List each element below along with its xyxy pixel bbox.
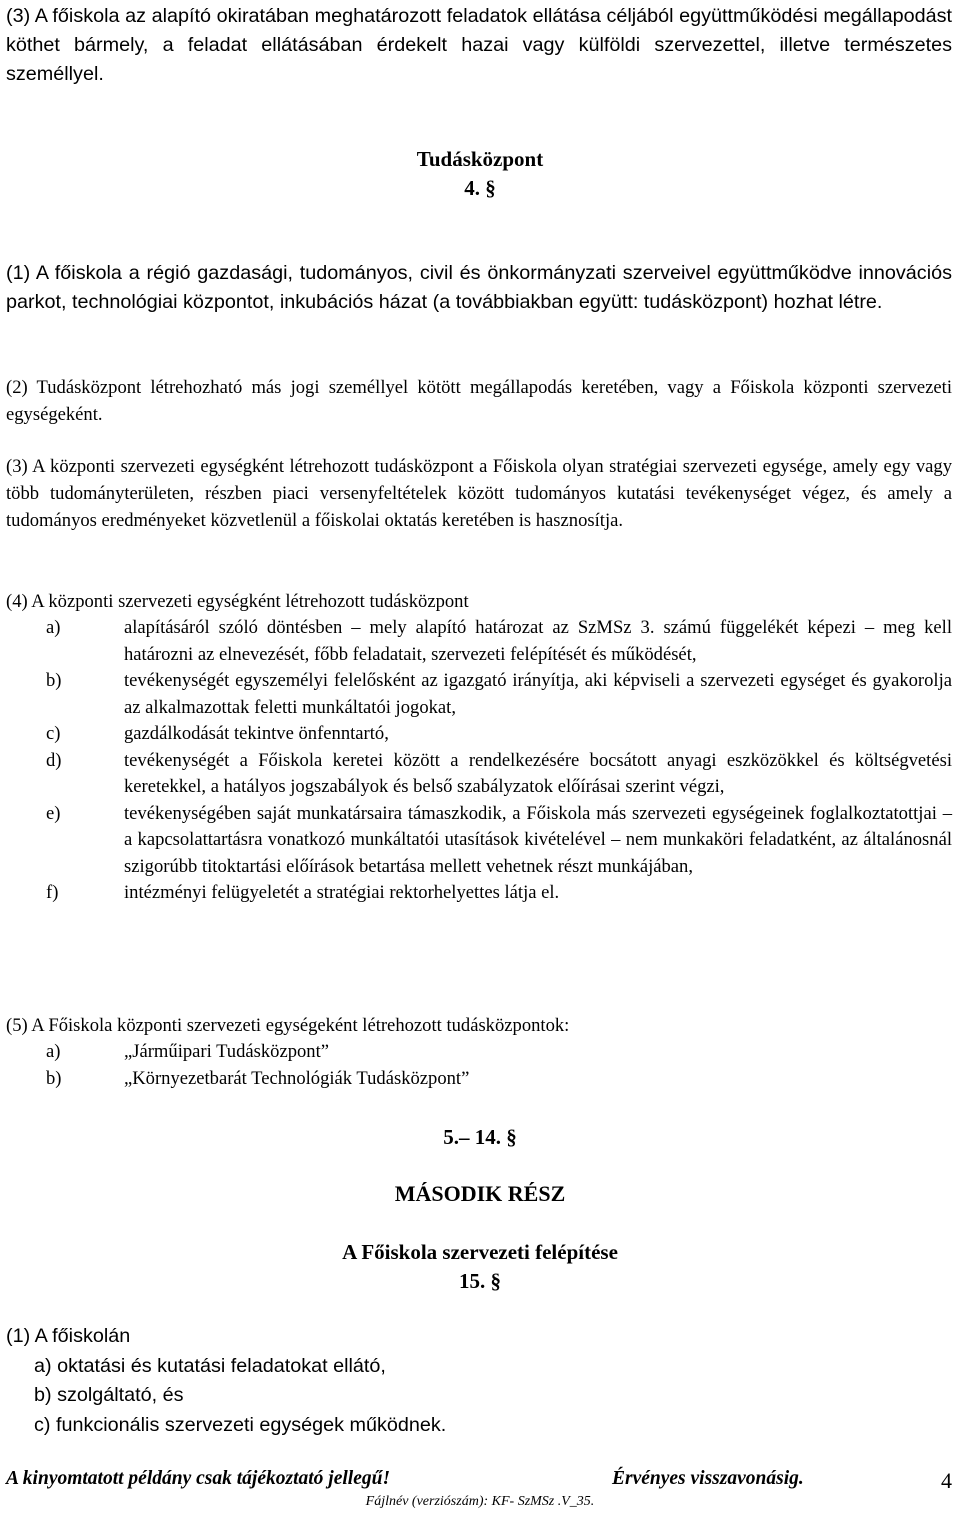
list-text: alapításáról szóló döntésben – mely alapító határozat az SzMSz 3. számú függelékét képezi – meg kell határozni az elnevezését, főbb feladatait, szervezeti felépítését és működését,: [124, 617, 952, 665]
list-item: [46, 615, 952, 668]
section-range: 5.– 14. §: [443, 1125, 517, 1149]
list-item: [46, 1039, 952, 1066]
list-item: [46, 801, 952, 881]
paragraph-2: (2) Tudásközpont létrehozható más jogi személlyel kötött megállapodás keretében, vagy a Főiskola központi szervezeti egységeként.: [6, 377, 952, 425]
list-item: [46, 668, 952, 721]
footer-validity: Érvényes visszavonásig.: [612, 1468, 804, 1489]
section-15-line: a) oktatási és kutatási feladatokat ellátó,: [34, 1354, 386, 1377]
section-15-line: c) funkcionális szervezeti egységek működnek.: [34, 1413, 447, 1436]
intro-paragraph: (3) A főiskola az alapító okiratában meghatározott feladatok ellátása céljából együttműködési megállapodást köthet bármely, a feladat ellátásában érdekelt hazai vagy külföldi szervezettel, illetve természetes személlyel.: [6, 5, 952, 85]
section-15-line: b) szolgáltató, és: [34, 1384, 184, 1406]
list-marker: a): [46, 617, 61, 638]
paragraph-3: (3) A központi szervezeti egységként létrehozott tudásközpont a Főiskola olyan stratégiai szervezeti egysége, amely egy vagy több tudományterületen, részben piaci versenyfeltételek között tudományos kutatási tevékenységet végez, és amely a tudományos eredményeket közvetlenül a főiskolai oktatás keretében is hasznosítja.: [6, 456, 952, 531]
paragraph-4-list: [46, 615, 952, 907]
section-15-number: 15. §: [459, 1269, 501, 1293]
section-number: 4. §: [464, 176, 496, 200]
chapter-title: A Főiskola szervezeti felépítése: [342, 1240, 618, 1264]
section-15-body: [6, 1322, 446, 1440]
list-marker: c): [46, 723, 61, 744]
list-text: tevékenységében saját munkatársaira támaszkodik, a Főiskola más szervezeti egységeinek foglalkoztatottjai – a kapcsolattartásra vonatkozó munkáltatói utasítások kivételével – nem munkaköri feladatként, az általánosnál szigorúbb titoktartási előírások betartása mellett vehetnek részt munkájában,: [124, 802, 952, 877]
list-item: [46, 721, 952, 748]
list-item: [46, 1066, 952, 1093]
list-marker: a): [46, 1041, 61, 1062]
list-text: gazdálkodását tekintve önfenntartó,: [124, 723, 389, 744]
list-text: intézményi felügyeletét a stratégiai rektorhelyettes látja el.: [124, 882, 560, 903]
list-text: „Járműipari Tudásközpont”: [124, 1041, 330, 1062]
paragraph-1: (1) A főiskola a régió gazdasági, tudományos, civil és önkormányzati szerveivel együttműködve innovációs parkot, technológiai központot, inkubációs házat (a továbbiakban együtt: tudásközpont) hozhat létre.: [6, 262, 952, 313]
list-marker: e): [46, 802, 61, 824]
section-title: Tudásközpont: [416, 147, 544, 171]
paragraph-4-lead: (4) A központi szervezeti egységként létrehozott tudásközpont: [6, 591, 469, 612]
list-item: [46, 748, 952, 801]
paragraph-5-list: [46, 1039, 952, 1092]
list-marker: f): [46, 882, 59, 903]
footer-disclaimer: A kinyomtatott példány csak tájékoztató jellegű!: [6, 1468, 391, 1489]
list-marker: d): [46, 749, 62, 771]
paragraph-5-lead: (5) A Főiskola központi szervezeti egységeként létrehozott tudásközpontok:: [6, 1015, 570, 1036]
list-marker: b): [46, 670, 62, 691]
footer-filename: Fájlnév (verziószám): KF- SzMSz .V_35.: [365, 1494, 595, 1509]
section-15-line: (1) A főiskolán: [6, 1325, 131, 1347]
list-text: „Környezetbarát Technológiák Tudásközpont”: [124, 1067, 470, 1089]
page-number: 4: [941, 1468, 952, 1493]
part-title: MÁSODIK RÉSZ: [394, 1181, 566, 1206]
list-marker: b): [46, 1067, 62, 1089]
list-text: tevékenységét a Főiskola keretei között a rendelkezésére bocsátott anyagi eszközökkel és költségvetési keretekkel, a hatályos jogszabályok és belső szabályzatok előírásai szerint végzi,: [124, 749, 952, 797]
list-item: [46, 880, 952, 907]
page-footer: [6, 1468, 952, 1494]
list-text: tevékenységét egyszemélyi felelősként az igazgató irányítja, aki képviseli a szervezeti egységet és gyakorolja az alkalmazottak feletti munkáltatói jogokat,: [124, 670, 952, 718]
